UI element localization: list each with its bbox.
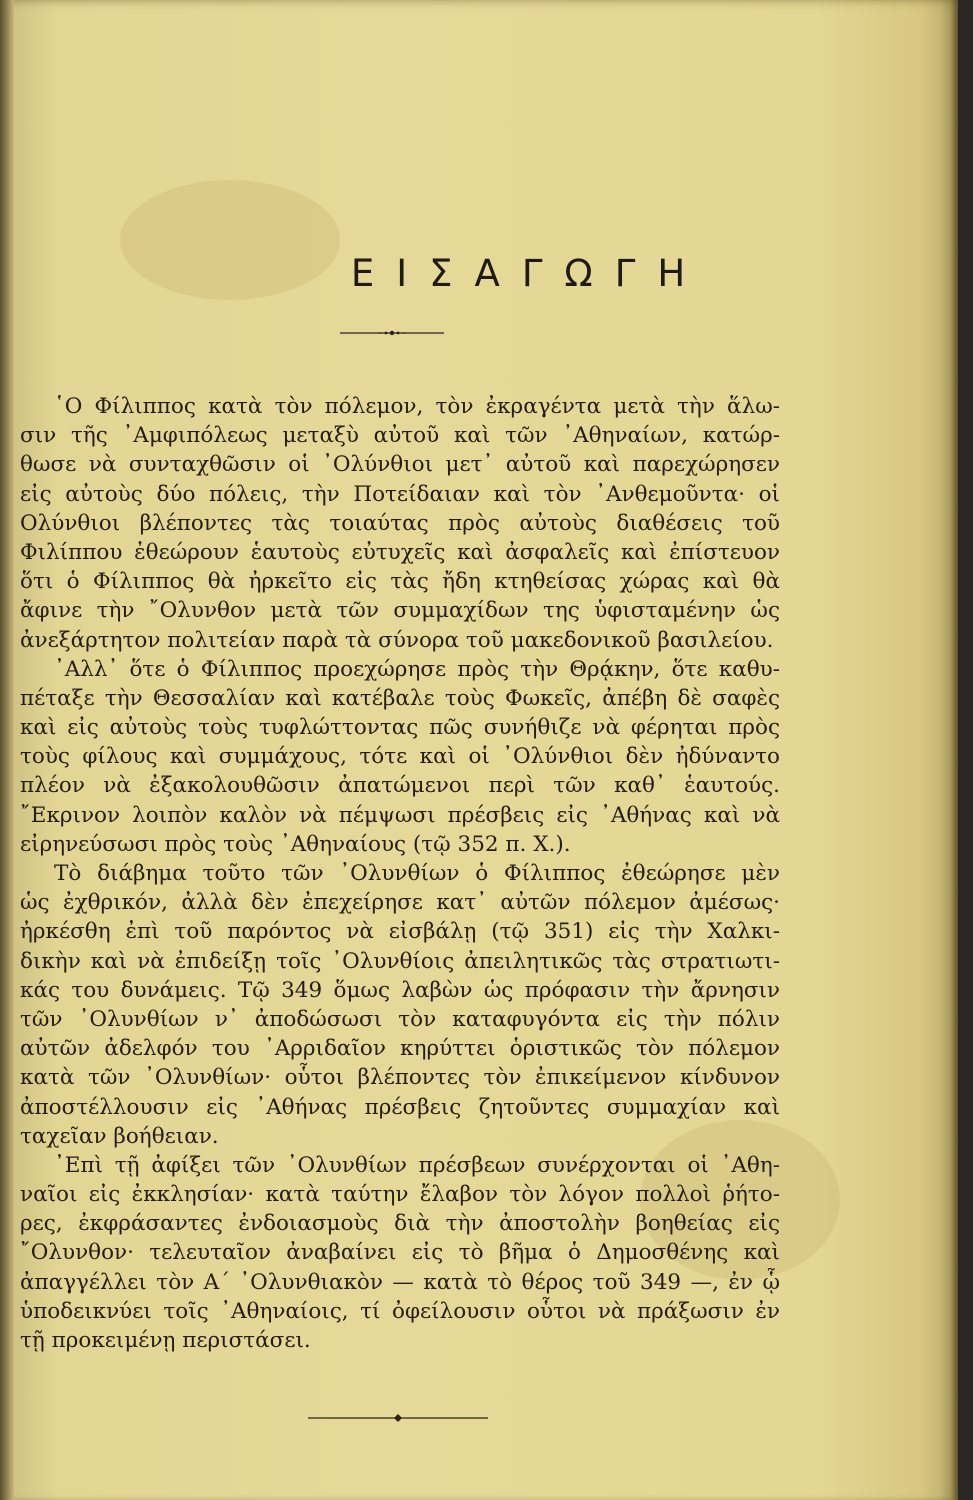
text-line: ταχεῖαν βοήθειαν.	[20, 1123, 219, 1149]
binding-edge	[0, 0, 14, 1500]
text-line: ἀποστέλλουσιν εἰς ᾽Αθήνας πρέσβεις ζητοῦντες συμμαχίαν καὶ	[20, 1094, 780, 1120]
text-line: εἰρηνεύσωσι πρὸς τοὺς ᾽Αθηναίους (τῷ 352 π. Χ.).	[20, 831, 571, 857]
text-line: πλέον νὰ ἐξακολουθῶσιν ἀπατώμενοι περὶ τῶν καθ᾽ ἑαυτούς.	[20, 773, 780, 799]
text-line: Φιλίππου ἐθεώρουν ἑαυτοὺς εὐτυχεῖς καὶ ἀσφαλεῖς καὶ ἐπίστευον	[20, 539, 780, 565]
text-line: τοὺς φίλους καὶ συμμάχους, τότε καὶ οἱ ᾽Ολύνθιοι δὲν ἠδύναντο	[20, 744, 780, 770]
text-line: ἀνεξάρτητον πολιτείαν παρὰ τὰ σύνορα τοῦ μακεδονικοῦ βασιλείου.	[20, 627, 774, 653]
text-line: ναῖοι εἰς ἐκκλησίαν· κατὰ ταύτην ἔλαβον τὸν λόγον πολλοὶ ῥήτο-	[20, 1182, 780, 1208]
text-line: ῎Ολυνθον· τελευταῖον ἀναβαίνει εἰς τὸ βῆμα ὁ Δημοσθένης καὶ	[20, 1240, 780, 1266]
text-line: ᾽Αλλ᾽ ὅτε ὁ Φίλιππος προεχώρησε πρὸς τὴν Θρᾴκην, ὅτε καθυ-	[54, 656, 780, 682]
text-line: ἀπαγγέλλει τὸν Α΄ ᾽Ολυνθιακὸν — κατὰ τὸ θέρος τοῦ 349 —, ἐν ᾧ	[20, 1269, 780, 1295]
text-line: ῾Ο Φίλιππος κατὰ τὸν πόλεμον, τὸν ἐκραγέντα μετὰ τὴν ἅλω-	[54, 394, 780, 419]
text-line: τῇ προκειμένῃ περιστάσει.	[20, 1328, 311, 1353]
page-heading: ΕΙΣΑΓΩΓΗ	[350, 252, 708, 295]
body-text	[20, 392, 780, 1355]
text-line: εἰς αὐτοὺς δύο πόλεις, τὴν Ποτείδαιαν καὶ τὸν ᾽Ανθεμοῦντα· οἱ	[20, 481, 780, 507]
text-line: ᾽Επὶ τῇ ἀφίξει τῶν ᾽Ολυνθίων πρέσβεων συνέρχονται οἱ ᾽Αθη-	[54, 1152, 780, 1178]
text-line: αὐτῶν ἀδελφόν του ᾽Αρριδαῖον κηρύττει ὁριστικῶς τὸν πόλεμον	[20, 1036, 780, 1062]
ornament-rule-top	[340, 330, 444, 336]
text-line: ἄφινε τὴν ῎Ολυνθον μετὰ τῶν συμμαχίδων της ὑφισταμένην ὡς	[20, 598, 780, 624]
text-line: ρες, ἐκφράσαντες ἐνδοιασμοὺς διὰ τὴν ἀποστολὴν βοηθείας εἰς	[20, 1211, 780, 1237]
text-line: Τὸ διάβημα τοῦτο τῶν ᾽Ολυνθίων ὁ Φίλιππος ἐθεώρησε μὲν	[54, 861, 780, 886]
text-line: κάς του δυνάμεις. Τῷ 349 ὅμως λαβὼν ὡς πρόφασιν τὴν ἄρνησιν	[20, 977, 780, 1003]
text-line: θωσε νὰ συνταχθῶσιν οἱ ᾽Ολύνθιοι μετ᾽ αὐτοῦ καὶ παρεχώρησεν	[20, 452, 780, 478]
text-line: ὡς ἐχθρικόν, ἀλλὰ δὲν ἐπεχείρησε κατ᾽ αὐτῶν πόλεμον ἀμέσως·	[20, 890, 780, 916]
text-line: ῎Εκρινον λοιπὸν καλὸν νὰ πέμψωσι πρέσβεις εἰς ᾽Αθήνας καὶ νὰ	[20, 802, 780, 828]
ornament-rule-bottom	[308, 1413, 488, 1423]
text-line: ὅτι ὁ Φίλιππος θὰ ἠρκεῖτο εἰς τὰς ἤδη κτηθείσας χώρας καὶ θὰ	[20, 569, 780, 595]
text-line: τῶν ᾽Ολυνθίων ν᾽ ἀποδώσωσι τὸν καταφυγόντα εἰς τὴν πόλιν	[20, 1006, 780, 1032]
text-line: ὑποδεικνύει τοῖς ᾽Αθηναίοις, τί ὀφείλουσιν οὗτοι νὰ πράξωσιν ἐν	[20, 1298, 780, 1324]
text-line: σιν τῆς ᾽Αμφιπόλεως μεταξὺ αὐτοῦ καὶ τῶν ᾽Αθηναίων, κατώρ-	[20, 423, 780, 449]
text-line: κατὰ τῶν ᾽Ολυνθίων· οὗτοι βλέποντες τὸν ἐπικείμενον κίνδυνον	[20, 1065, 780, 1091]
text-line: Ολύνθιοι βλέποντες τὰς τοιαύτας πρὸς αὐτοὺς διαθέσεις τοῦ	[20, 510, 780, 536]
text-line: καὶ εἰς αὐτοὺς τοὺς τυφλώττοντας πῶς συνήθιζε νὰ φέρηται πρὸς	[20, 715, 780, 741]
page-edge-shadow	[940, 0, 958, 1500]
text-line: δικὴν καὶ νὰ ἐπιδείξῃ τοῖς ᾽Ολυνθίοις ἀπειλητικῶς τὰς στρατιωτι-	[20, 948, 780, 974]
text-line: πέταξε τὴν Θεσσαλίαν καὶ κατέβαλε τοὺς Φωκεῖς, ἀπέβη δὲ σαφὲς	[20, 685, 780, 711]
text-line: ἠρκέσθη ἐπὶ τοῦ παρόντος νὰ εἰσβάλῃ (τῷ 351) εἰς τὴν Χαλκι-	[20, 919, 780, 945]
